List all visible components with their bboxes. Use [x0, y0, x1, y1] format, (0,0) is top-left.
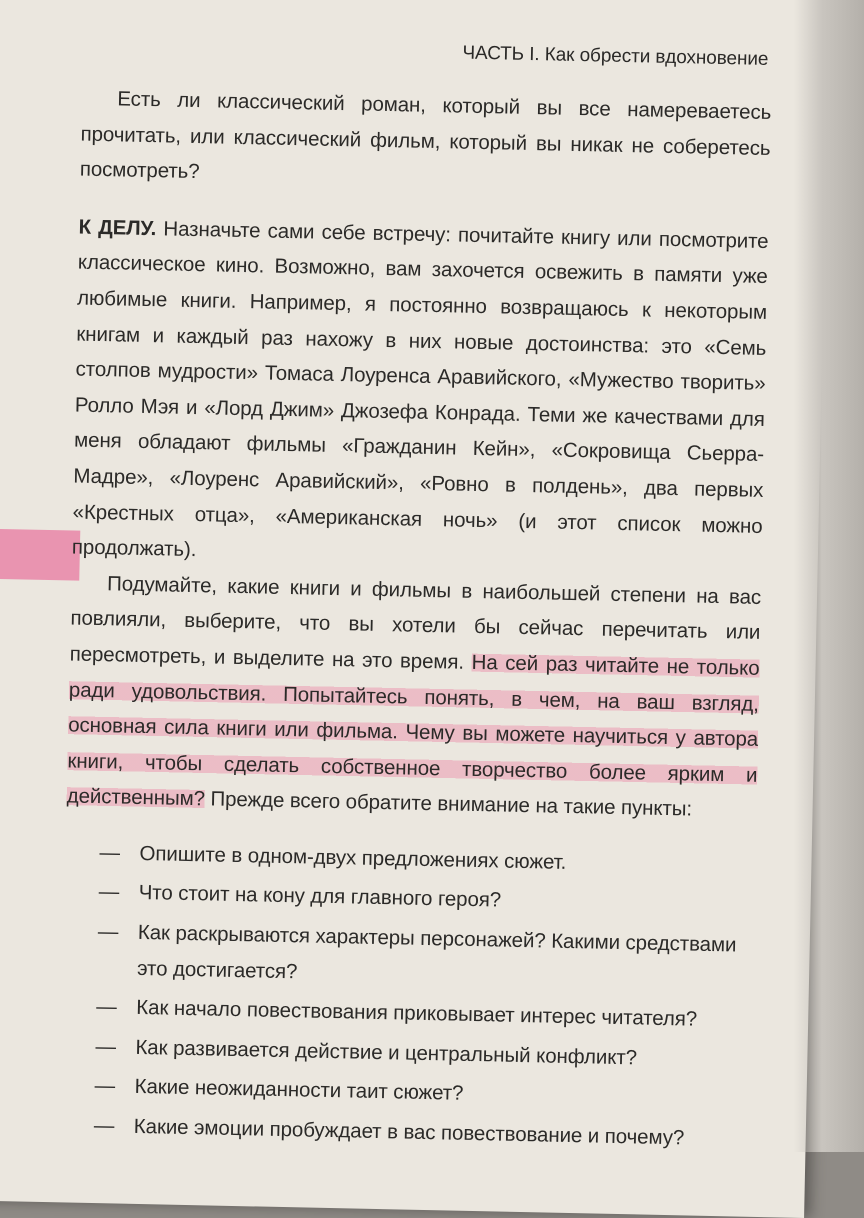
- list-item-text: Что стоит на кону для главного героя?: [138, 881, 502, 913]
- paragraph-text: Назначьте сами себе встречу: почитайте книгу или посмотрите классическое кино. Возможно, вам захочется освежить в памяти уже любимые книги. Например, я постоянно возвращаюсь к некоторым книгам и каждый раз нахожу в них новые достоинства: это «Семь столпов мудрости» Томаса Лоуренса Аравийского, «Мужество творить» Ролло Мэя и «Лорд Джим» Джозефа Конрада. Теми же качествами для меня обладают фильмы «Гражданин Кейн», «Сокровища Сьерра-Мадре», «Лоуренс Аравийский», «Ровно в полдень», два первых «Крестных отца», «Американская ночь» (и этот список можно продолжать).: [71, 217, 769, 562]
- running-header: ЧАСТЬ I. Как обрести вдохновение: [462, 42, 769, 70]
- paragraph-text-plain: Подумайте, какие книги и фильмы в наибольшей степени на вас повлияли, выберите, что вы хотели бы сейчас перечитать или пересмотреть, и выделите на это время.: [69, 571, 762, 674]
- list-item-text: Какие эмоции пробуждает в вас повествование и почему?: [133, 1114, 685, 1150]
- pink-sticky-marker: [0, 528, 80, 581]
- dash-marker: —: [94, 1074, 116, 1098]
- page-curl-shadow: [794, 0, 864, 1152]
- dash-marker: —: [96, 995, 117, 1019]
- paragraph-to-the-point: [72, 209, 769, 579]
- paragraph-reflect: [66, 565, 761, 829]
- paragraph-text-tail: Прежде всего обратите внимание на такие пункты:: [210, 787, 693, 821]
- list-item-text: Как раскрываются характеры персонажей? Какими средствами это достигается?: [136, 921, 737, 983]
- list-item-text: Какие неожиданности таит сюжет?: [134, 1075, 464, 1106]
- dash-marker: —: [95, 1034, 117, 1059]
- intro-question: Есть ли классический роман, который вы все намереваетесь прочитать, или классический фильм, который вы никак не соберетесь посмотреть?: [79, 87, 772, 184]
- list-item-text: Как развивается действие и центральный конфликт?: [135, 1035, 638, 1070]
- dash-marker: —: [99, 840, 121, 865]
- dash-marker: —: [93, 1114, 115, 1138]
- lead-in: К ДЕЛУ.: [78, 215, 157, 240]
- question-list: [59, 834, 755, 1157]
- dash-marker: —: [98, 880, 120, 905]
- list-item: [63, 913, 754, 999]
- highlighted-text: На сей раз читайте не только ради удовольствия. Попытайтесь понять, в чем, на ваш взгляд, основная сила книги или фильма. Чему вы можете научиться у автора книги, чтобы сделать собственное творчество более ярким и действенным?: [66, 650, 760, 811]
- list-item-text: Опишите в одном-двух предложениях сюжет.: [139, 841, 567, 874]
- list-item-text: Как начало повествования приковывает интерес читателя?: [136, 996, 698, 1031]
- dash-marker: —: [97, 920, 119, 944]
- page-content: [59, 31, 772, 1162]
